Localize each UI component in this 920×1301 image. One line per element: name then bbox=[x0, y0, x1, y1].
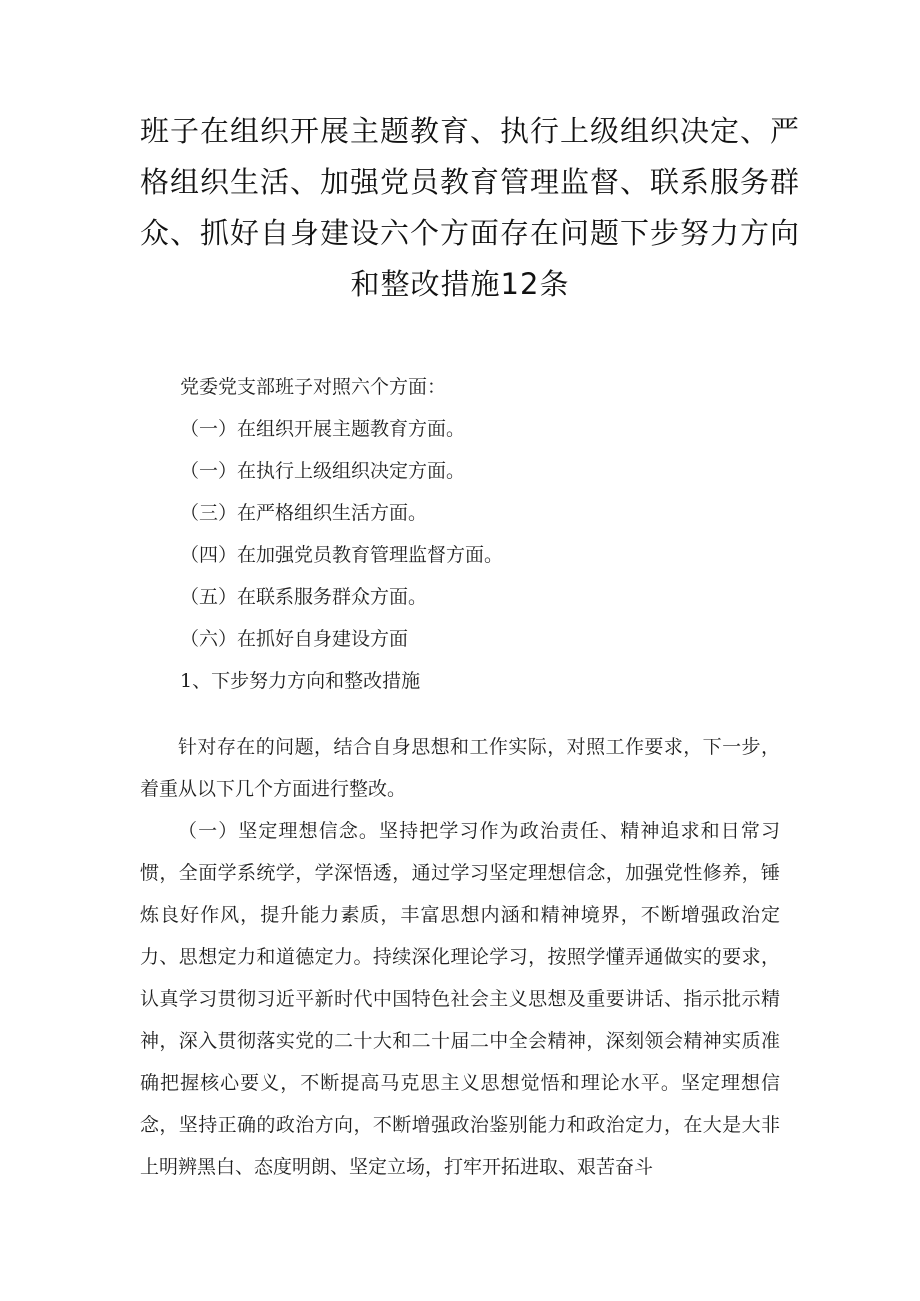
title-line-3: 众、抓好自身建设六个方面存在问题下步努力方向 bbox=[140, 216, 801, 250]
aspect-item-2: （一）在执行上级组织决定方面。 bbox=[180, 460, 466, 482]
title-line-1: 班子在组织开展主题教育、执行上级组织决定、严 bbox=[140, 114, 801, 148]
aspect-item-4: （四）在加强党员教育管理监督方面。 bbox=[180, 544, 504, 566]
paragraph-measure-1: （一）坚定理想信念。坚持把学习作为政治责任、精神追求和日常习惯，全面学系统学，学深悟透，通过学习坚定理想信念，加强党性修养，锤炼良好作风，提升能力素质，丰富思想内涵和精神境界，不断增强政治定力、思想定力和道德定力。持续深化理论学习，按照学懂弄通做实的要求，认真学习贯彻习近平新时代中国特色社会主义思想及重要讲话、指示批示精神，深入贯彻落实党的二十大和二十届二中全会精神，深刻领会精神实质准确把握核心要义，不断提高马克思主义思想觉悟和理论水平。坚定理想信念，坚持正确的政治方向，不断增强政治鉴别能力和政治定力，在大是大非上明辨黑白、态度明朗、坚定立场，打牢开拓进取、艰苦奋斗 bbox=[140, 820, 780, 1178]
title-line-4: 和整改措施12条 bbox=[350, 267, 570, 301]
document-title bbox=[140, 106, 801, 310]
aspects-list bbox=[140, 366, 780, 702]
measures-body bbox=[140, 726, 780, 1188]
aspect-item-3: （三）在严格组织生活方面。 bbox=[180, 502, 428, 524]
section-heading: 1、下步努力方向和整改措施 bbox=[180, 670, 421, 692]
intro-line: 党委党支部班子对照六个方面： bbox=[180, 376, 447, 398]
aspect-item-1: （一）在组织开展主题教育方面。 bbox=[180, 418, 466, 440]
aspect-item-6: （六）在抓好自身建设方面 bbox=[180, 628, 409, 650]
paragraph-intro: 针对存在的问题，结合自身思想和工作实际，对照工作要求，下一步，着重从以下几个方面进行整改。 bbox=[140, 736, 780, 800]
title-line-2: 格组织生活、加强党员教育管理监督、联系服务群 bbox=[140, 165, 801, 199]
aspect-item-5: （五）在联系服务群众方面。 bbox=[180, 586, 428, 608]
